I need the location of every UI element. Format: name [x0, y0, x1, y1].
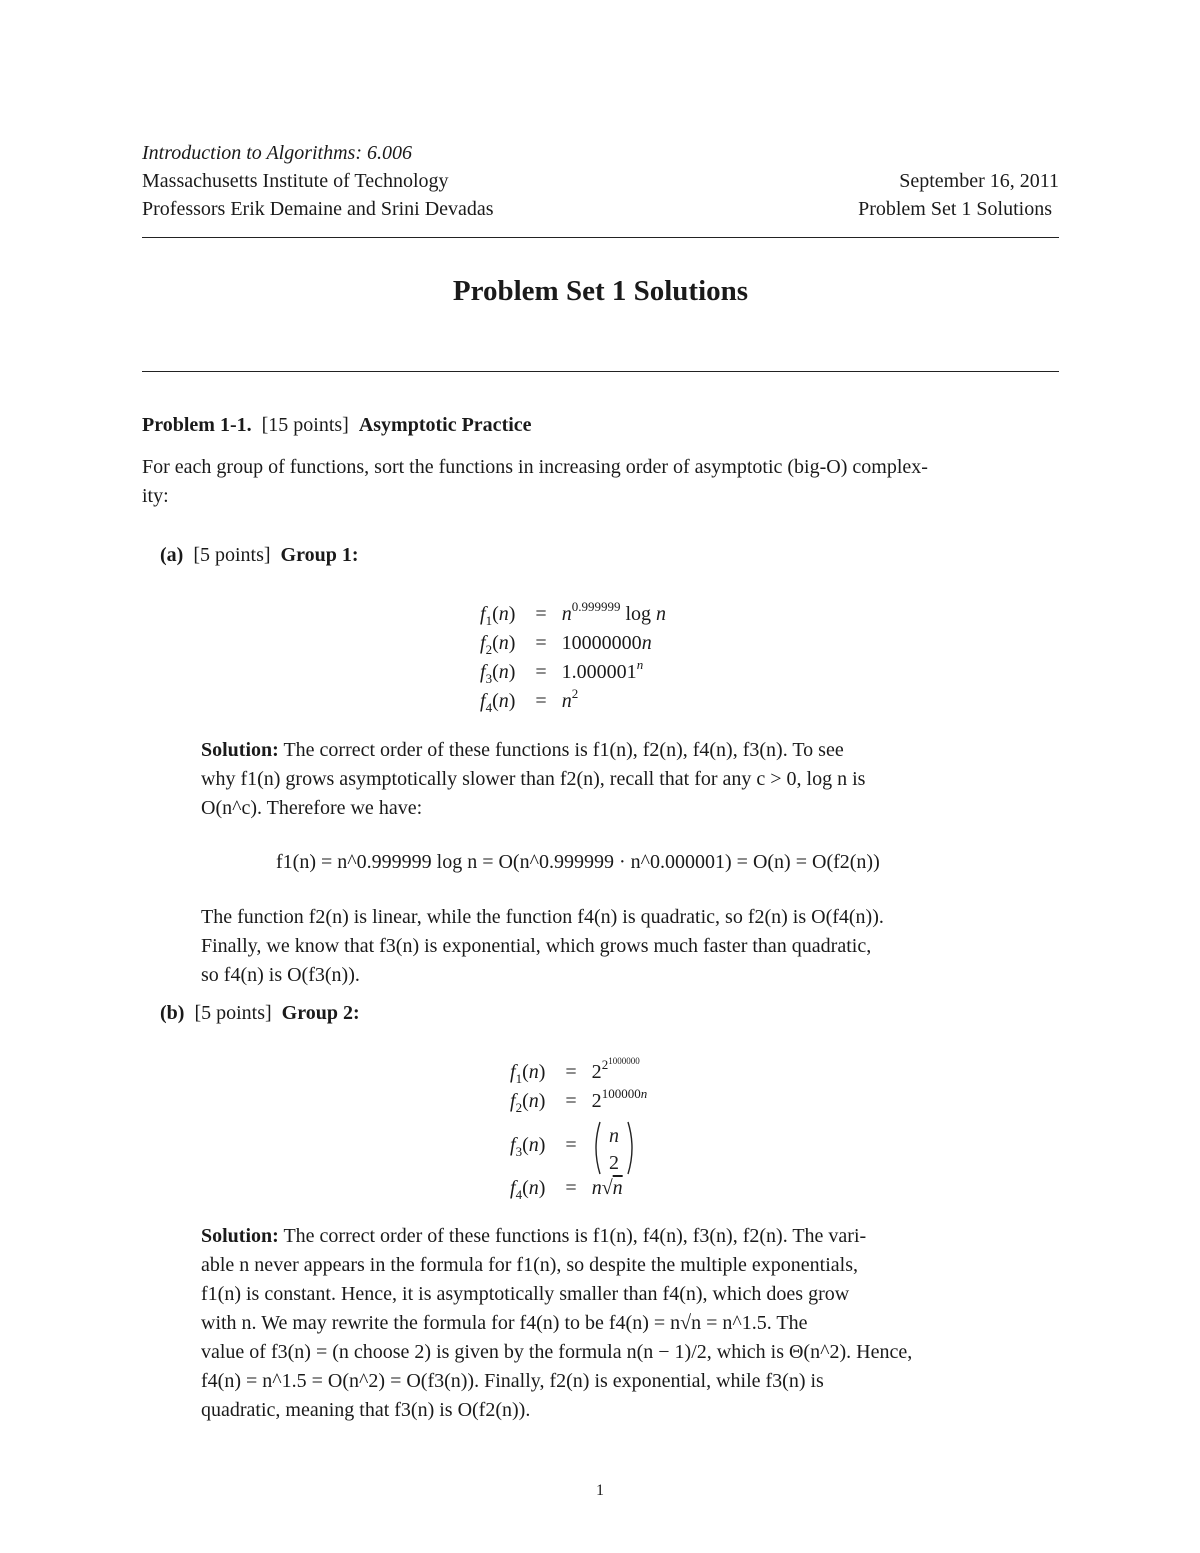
part-a-sol-l3: O(n^c). Therefore we have:	[201, 797, 423, 819]
page-number: 1	[596, 1482, 604, 1499]
course-title: Introduction to Algorithms: 6.006	[142, 142, 412, 164]
part-a-solution-label: Solution:	[201, 739, 279, 761]
part-b-sol-l4: with n. We may rewrite the formula for f4(n) to be f4(n) = n√n = n^1.5. The	[201, 1312, 808, 1334]
equation-row: $f_3(n)$ = n 2	[510, 1116, 647, 1174]
part-a-display-equation: f1(n) = n^0.999999 log n = O(n^0.999999 · n^0.000001) = O(n) = O(f2(n))	[276, 851, 880, 873]
problem-intro-line2: ity:	[142, 485, 169, 507]
problem-heading	[142, 411, 532, 440]
part-a-sol-l2: why f1(n) grows asymptotically slower than f2(n), recall that for any c > 0, log n is	[201, 768, 866, 790]
part-b-sol-l5: value of f3(n) = (n choose 2) is given by the formula n(n − 1)/2, which is Θ(n^2). Hence,	[201, 1341, 913, 1363]
part-a-sol-l4: The function f2(n) is linear, while the function f4(n) is quadratic, so f2(n) is O(f4(n)).	[201, 906, 884, 928]
part-a-label: (a)	[160, 544, 184, 566]
equation-row: $f_2(n)$ = $2^{100000n}$	[510, 1086, 648, 1115]
part-b-solution-label: Solution:	[201, 1225, 279, 1247]
institute-name: Massachusetts Institute of Technology	[142, 170, 449, 192]
part-b-sol-l1: The correct order of these functions is f1(n), f4(n), f3(n), f2(n). The vari-	[283, 1225, 867, 1247]
problem-number: Problem 1-1.	[142, 414, 252, 436]
part-a-equations	[480, 600, 666, 716]
part-b-label: (b)	[160, 1002, 185, 1024]
svg-text:n: n	[608, 1124, 619, 1147]
header-doc-label: Problem Set 1 Solutions	[858, 198, 1052, 220]
part-a-heading	[160, 541, 359, 570]
part-b-sol-l6: f4(n) = n^1.5 = O(n^2) = O(f3(n)). Finally, f2(n) is exponential, while f3(n) is	[201, 1370, 824, 1392]
part-b-solution-line	[201, 1222, 1011, 1251]
part-b-heading	[160, 999, 360, 1028]
header-date: September 16, 2011	[899, 170, 1059, 192]
part-a-sol-l1: The correct order of these functions is f1(n), f2(n), f4(n), f3(n). To see	[283, 739, 844, 761]
part-b-sol-l2: able n never appears in the formula for f1(n), so despite the multiple exponentials,	[201, 1254, 859, 1276]
part-b-sol-l7: quadratic, meaning that f3(n) is O(f2(n)).	[201, 1399, 531, 1421]
part-b-solution	[201, 1222, 1011, 1425]
equation-row: $f_4(n)$ = n√n	[510, 1177, 623, 1202]
equation-row: $f_2(n)$ = 10000000n	[480, 632, 652, 657]
problem-topic: Asymptotic Practice	[358, 414, 532, 436]
part-a-group: Group 1:	[280, 544, 359, 566]
page-title: Problem Set 1 Solutions	[452, 275, 749, 307]
header-rule	[142, 237, 1059, 238]
equation-row: $f_3(n)$ = 1.000001$^n$	[480, 657, 644, 686]
part-a-sol-l5: Finally, we know that f3(n) is exponential, which grows much faster than quadratic,	[201, 935, 872, 957]
part-b-equations	[510, 1058, 647, 1203]
part-a-sol-l6: so f4(n) is O(f3(n)).	[201, 964, 360, 986]
professors: Professors Erik Demaine and Srini Devadas	[142, 198, 494, 220]
part-a-points: [5 points]	[193, 544, 271, 566]
problem-intro-line1: For each group of functions, sort the functions in increasing order of asymptotic (big-O) complex-	[142, 456, 928, 478]
equation-row: $f_4(n)$ = $n^2$	[480, 686, 579, 715]
part-a-solution-cont	[201, 903, 1031, 990]
problem-points: [15 points]	[261, 414, 349, 436]
part-a-solution	[201, 736, 1001, 823]
part-b-group: Group 2:	[281, 1002, 360, 1024]
binomial	[592, 1117, 636, 1175]
part-a-solution-line	[201, 736, 1001, 765]
title-rule	[142, 371, 1059, 372]
equation-row: $f_1(n)$ = $2^{2^{1000000}}$	[510, 1056, 640, 1086]
svg-text:2: 2	[608, 1151, 619, 1174]
equation-row: $f_1(n)$ = $n^{0.999999}$ log n	[480, 599, 666, 628]
part-b-points: [5 points]	[194, 1002, 272, 1024]
part-b-sol-l3: f1(n) is constant. Hence, it is asymptotically smaller than f4(n), which does grow	[201, 1283, 850, 1305]
